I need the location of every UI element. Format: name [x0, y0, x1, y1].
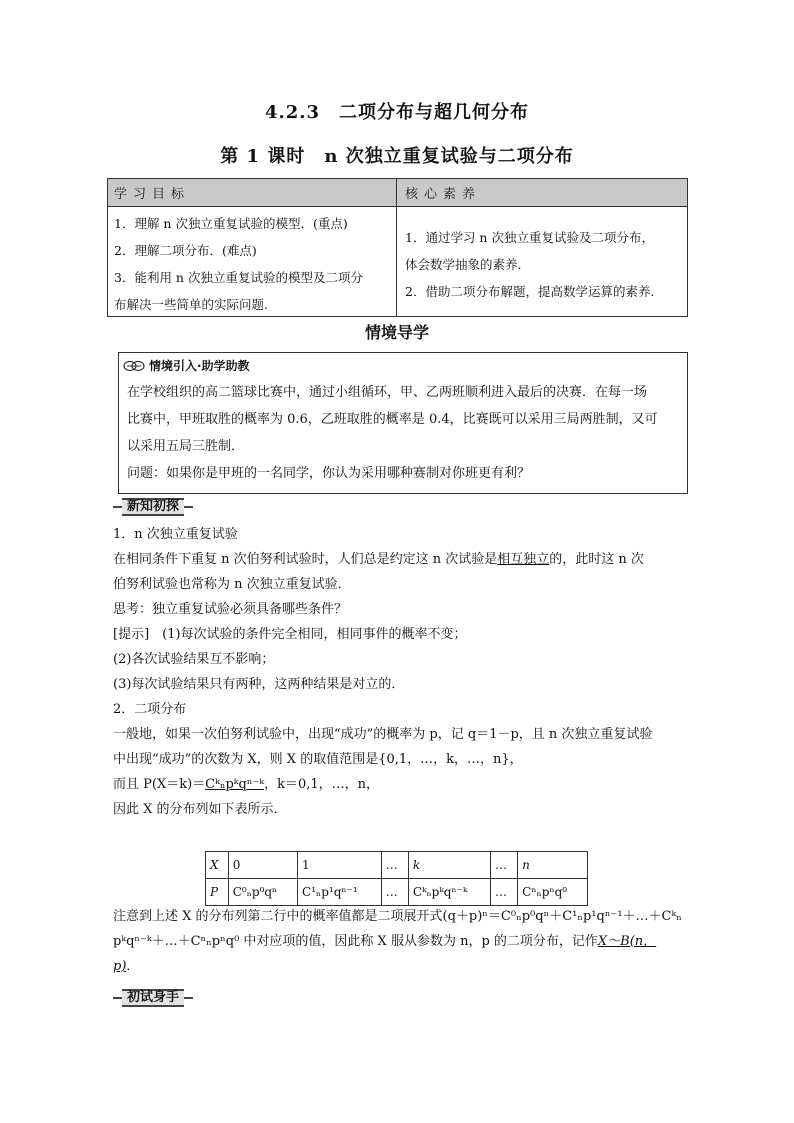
binomial-line: 一般地，如果一次伯努利试验中，出现“成功”的概率为 p，记 q＝1－p，且 n 次独立重复试验 [113, 727, 653, 742]
table-cell: P [206, 879, 229, 906]
hint-line: (2)各次试验结果互不影响； [113, 652, 275, 667]
table-cell: Cᵏₙpᵏqⁿ⁻ᵏ [408, 879, 490, 906]
note-line: 注意到上述 X 的分布列第二行中的概率值都是二项展开式(q＋p)ⁿ＝C⁰ₙp⁰qⁿ＋C¹ₙp¹qⁿ⁻¹＋…＋Cᵏₙ [113, 909, 682, 924]
column-divider [396, 179, 397, 316]
table-row [206, 879, 588, 906]
situation-tag-label: 情境引入·助学助教 [149, 359, 250, 373]
heading-independent-trials: 1．n 次独立重复试验 [113, 527, 238, 542]
note-line: p)． [113, 959, 140, 974]
situation-line: 以采用五局三胜制． [127, 439, 245, 454]
table-cell: Cⁿₙpⁿq⁰ [518, 879, 588, 906]
situation-section-title: 情境导学 [364, 323, 429, 342]
table-cell: 0 [228, 852, 297, 879]
learning-goals-list [114, 210, 392, 318]
situation-tag [123, 357, 250, 374]
hint-line: (3)每次试验结果只有两种，这两种结果是对立的． [113, 677, 405, 692]
binomial-line: 中出现“成功”的次数为 X，则 X 的取值范围是{0,1，…，k，…，n}， [113, 752, 523, 767]
table-cell: C¹ₙp¹qⁿ⁻¹ [298, 879, 382, 906]
table-cell: … [381, 852, 408, 879]
banner-rule [184, 997, 193, 999]
situation-question: 问题：如果你是甲班的一名同学，你认为采用哪种赛制对你班更有利？ [127, 466, 531, 481]
banner-rule [184, 506, 193, 508]
heading-binomial: 2．二项分布 [113, 702, 187, 717]
literacy-line: 体会数学抽象的素养． [405, 257, 531, 272]
probability-formula: Cᵏₙpᵏqⁿ⁻ᵏ [205, 777, 265, 792]
definition-line: 在相同条件下重复 n 次伯努利试验时，人们总是约定这 n 次试验是相互独立的，此时这 n 次 [113, 552, 644, 567]
table-row [206, 852, 588, 879]
banner-rule [113, 997, 122, 999]
think-question: 思考：独立重复试验必须具备哪些条件？ [113, 602, 348, 617]
chapter-title: 4.2.3 二项分布与超几何分布 [264, 102, 530, 123]
situation-line: 在学校组织的高二篮球比赛中，通过小组循环，甲、乙两班顺利进入最后的决赛．在每一场 [127, 385, 648, 400]
banner-label: 新知初探 [122, 498, 184, 516]
binomial-notation: X～B(n， [597, 934, 657, 949]
table-cell: … [490, 879, 517, 906]
table-cell: n [518, 852, 588, 879]
situation-box [118, 352, 688, 494]
table-cell: 1 [298, 852, 382, 879]
first-try-banner [113, 988, 193, 1008]
handshake-icon [123, 360, 145, 372]
table-cell: k [408, 852, 490, 879]
lesson-title: 第 1 课时 n 次独立重复试验与二项分布 [220, 146, 574, 167]
probability-formula-line: 而且 P(X＝k)＝Cᵏₙpᵏqⁿ⁻ᵏ，k＝0,1，…，n， [113, 777, 380, 792]
goal-line: 1．理解 n 次独立重复试验的模型．(重点) [114, 216, 348, 231]
objectives-table-header [108, 179, 687, 207]
goal-line: 布解决一些简单的实际问题. [114, 297, 268, 312]
hint-line: [提示] (1)每次试验的条件完全相同，相同事件的概率不变； [113, 627, 467, 642]
knowledge-content [113, 522, 693, 822]
table-cell: … [490, 852, 517, 879]
situation-text [127, 379, 679, 487]
learning-goals-heading: 学习目标 [114, 187, 191, 202]
core-literacy-list [405, 224, 687, 305]
goal-line: 2．理解二项分布．(难点) [114, 243, 257, 258]
underlined-term: 相互独立 [497, 552, 550, 567]
banner-rule [113, 506, 122, 508]
table-cell: C⁰ₙp⁰qⁿ [228, 879, 297, 906]
definition-line: 伯努利试验也常称为 n 次独立重复试验． [113, 577, 351, 592]
objectives-table [107, 178, 688, 317]
binomial-note [113, 904, 693, 979]
table-cell: X [206, 852, 229, 879]
binomial-line: 因此 X 的分布列如下表所示． [113, 802, 287, 817]
banner-label: 初试身手 [122, 989, 184, 1007]
literacy-line: 2．借助二项分布解题，提高数学运算的素养. [405, 284, 655, 299]
distribution-table [205, 851, 588, 906]
core-literacy-heading: 核心素养 [405, 187, 482, 202]
goal-line: 3．能利用 n 次独立重复试验的模型及二项分 [114, 270, 363, 285]
table-cell: … [381, 879, 408, 906]
literacy-line: 1．通过学习 n 次独立重复试验及二项分布， [405, 230, 654, 245]
note-line: pᵏqⁿ⁻ᵏ＋…＋Cⁿₙpⁿq⁰ 中对应项的值，因此称 X 服从参数为 n，p 的二项分布，记作X～B(n， [113, 934, 657, 949]
binomial-notation-end: p) [113, 959, 127, 974]
situation-line: 比赛中，甲班取胜的概率为 0.6，乙班取胜的概率是 0.4，比赛既可以采用三局两胜制，又可 [127, 412, 658, 427]
new-knowledge-banner [113, 497, 193, 517]
